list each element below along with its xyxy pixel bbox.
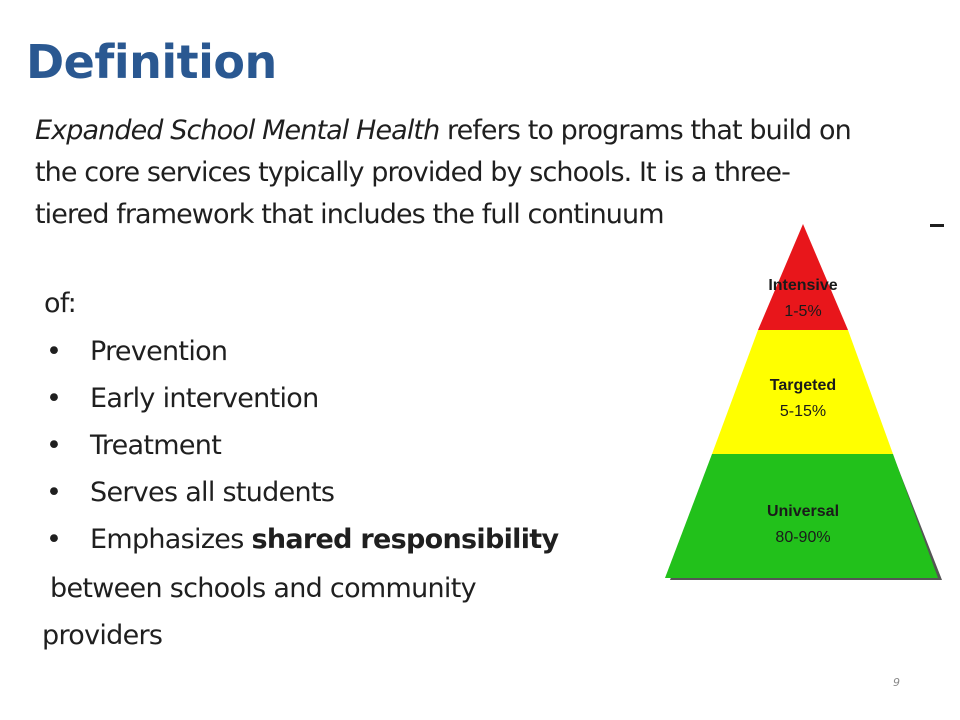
bullet-bold-text: shared responsibility bbox=[251, 524, 559, 555]
bullet-glyph: • bbox=[46, 524, 62, 555]
bullet-glyph: • bbox=[46, 430, 62, 461]
continuum-of-line: of: bbox=[44, 288, 77, 319]
bullet-item-prevention bbox=[40, 328, 558, 375]
tier-universal-range: 80-90% bbox=[775, 529, 831, 546]
intro-term: Expanded School Mental Health bbox=[35, 115, 440, 146]
bullet-text: Treatment bbox=[90, 430, 222, 461]
tier-targeted-label: Targeted bbox=[769, 377, 837, 394]
continuum-bullet-list bbox=[40, 328, 558, 563]
shared-responsibility-continuation-2: providers bbox=[42, 620, 163, 651]
bullet-glyph: • bbox=[46, 383, 62, 414]
three-tier-pyramid bbox=[660, 222, 946, 584]
tier-intensive-label: Intensive bbox=[768, 277, 838, 294]
bullet-item-early-intervention bbox=[40, 375, 558, 422]
slide-title: Definition bbox=[26, 35, 277, 89]
bullet-item-shared-responsibility bbox=[40, 516, 558, 563]
bullet-text: Early intervention bbox=[90, 383, 319, 414]
bullet-glyph: • bbox=[46, 336, 62, 367]
tier-targeted-range: 5-15% bbox=[779, 403, 827, 420]
bullet-text: Serves all students bbox=[90, 477, 335, 508]
bullet-item-treatment bbox=[40, 422, 558, 469]
tier-intensive-range: 1-5% bbox=[784, 303, 822, 320]
bullet-glyph: • bbox=[46, 477, 62, 508]
bullet-item-serves-all bbox=[40, 469, 558, 516]
bullet-text: Prevention bbox=[90, 336, 228, 367]
shared-responsibility-continuation: between schools and community bbox=[50, 573, 476, 604]
bullet-text: Emphasizes bbox=[90, 524, 252, 555]
intro-text: refers to programs that build on the core services typically provided by schools. It is a three-tiered framework that includes the full continuum bbox=[35, 115, 851, 230]
tier-universal-label: Universal bbox=[766, 503, 840, 520]
intro-paragraph bbox=[35, 110, 855, 236]
page-number: 9 bbox=[893, 676, 900, 689]
